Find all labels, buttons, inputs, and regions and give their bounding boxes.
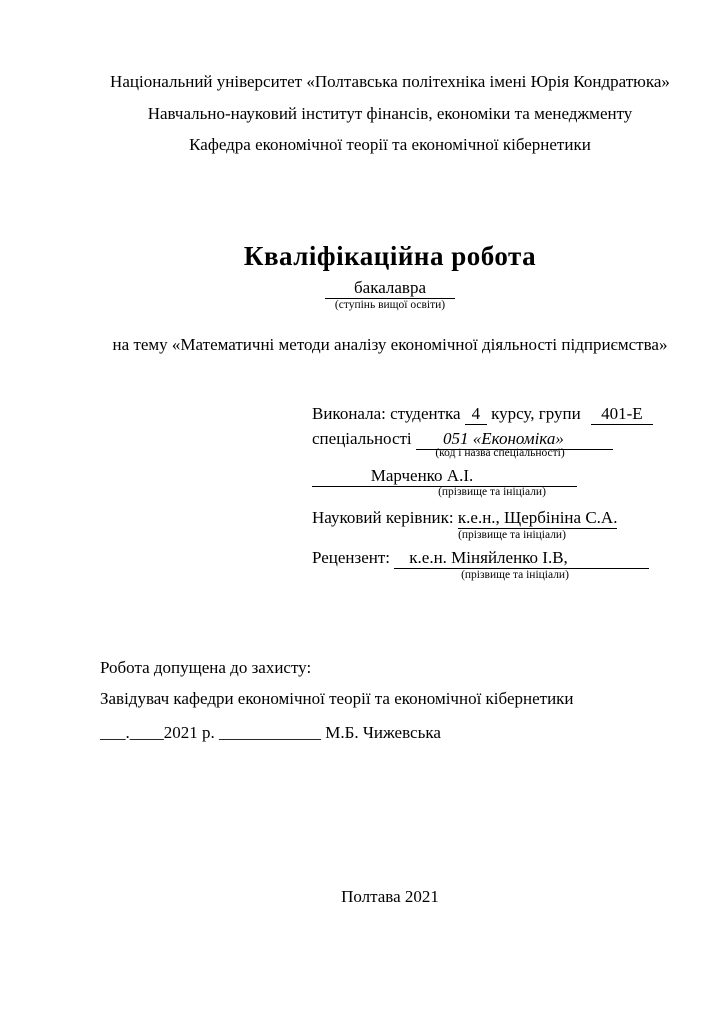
- degree-line: [100, 278, 680, 299]
- author-name-caption: (прізвище та ініціали): [438, 486, 546, 498]
- reviewer-caption: (прізвище та ініціали): [461, 569, 569, 581]
- institute-name: Навчально-науковий інститут фінансів, економіки та менеджменту: [147, 104, 633, 123]
- degree-blank: бакалавра: [325, 278, 455, 299]
- specialty-blank: 051 «Економіка»: [416, 429, 613, 450]
- reviewer-label: Рецензент:: [312, 548, 391, 567]
- department-name: Кафедра економічної теорії та економічної кібернетики: [189, 135, 591, 154]
- group-blank: 401-Е: [591, 404, 653, 425]
- topic-line: на тему «Математичні методи аналізу економічної діяльності підприємства»: [112, 335, 668, 354]
- supervisor-blank: к.е.н., Щербініна С.А.: [458, 508, 618, 529]
- reviewer-line: [312, 548, 682, 569]
- course-suffix: курсу, групи: [491, 404, 581, 423]
- specialty-label: спеціальності: [312, 429, 412, 448]
- author-name-blank: Марченко А.І.: [312, 466, 577, 487]
- course-blank: 4: [465, 404, 487, 425]
- performed-line: [312, 404, 682, 425]
- reviewer-blank: к.е.н. Міняйленко І.В,: [394, 548, 649, 569]
- date-signature-line: ___.____2021 р. ____________ М.Б. Чижевська: [100, 723, 441, 742]
- supervisor-caption: (прізвище та ініціали): [458, 529, 566, 541]
- department-head-line: Завідувач кафедри економічної теорії та економічної кібернетики: [100, 689, 574, 708]
- document-title: Кваліфікаційна робота: [243, 241, 537, 271]
- supervisor-label: Науковий керівник:: [312, 508, 454, 527]
- admitted-line: Робота допущена до захисту:: [100, 658, 312, 677]
- university-name: Національний університет «Полтавська політехніка імені Юрія Кондратюка»: [110, 72, 670, 91]
- city-year: Полтава 2021: [341, 887, 439, 906]
- author-name-line: [312, 466, 682, 487]
- specialty-caption: (код і назва спеціальності): [435, 447, 565, 459]
- degree-caption: (ступінь вищої освіти): [334, 299, 446, 311]
- supervisor-line: [312, 508, 682, 529]
- performed-prefix: Виконала: студентка: [312, 404, 461, 423]
